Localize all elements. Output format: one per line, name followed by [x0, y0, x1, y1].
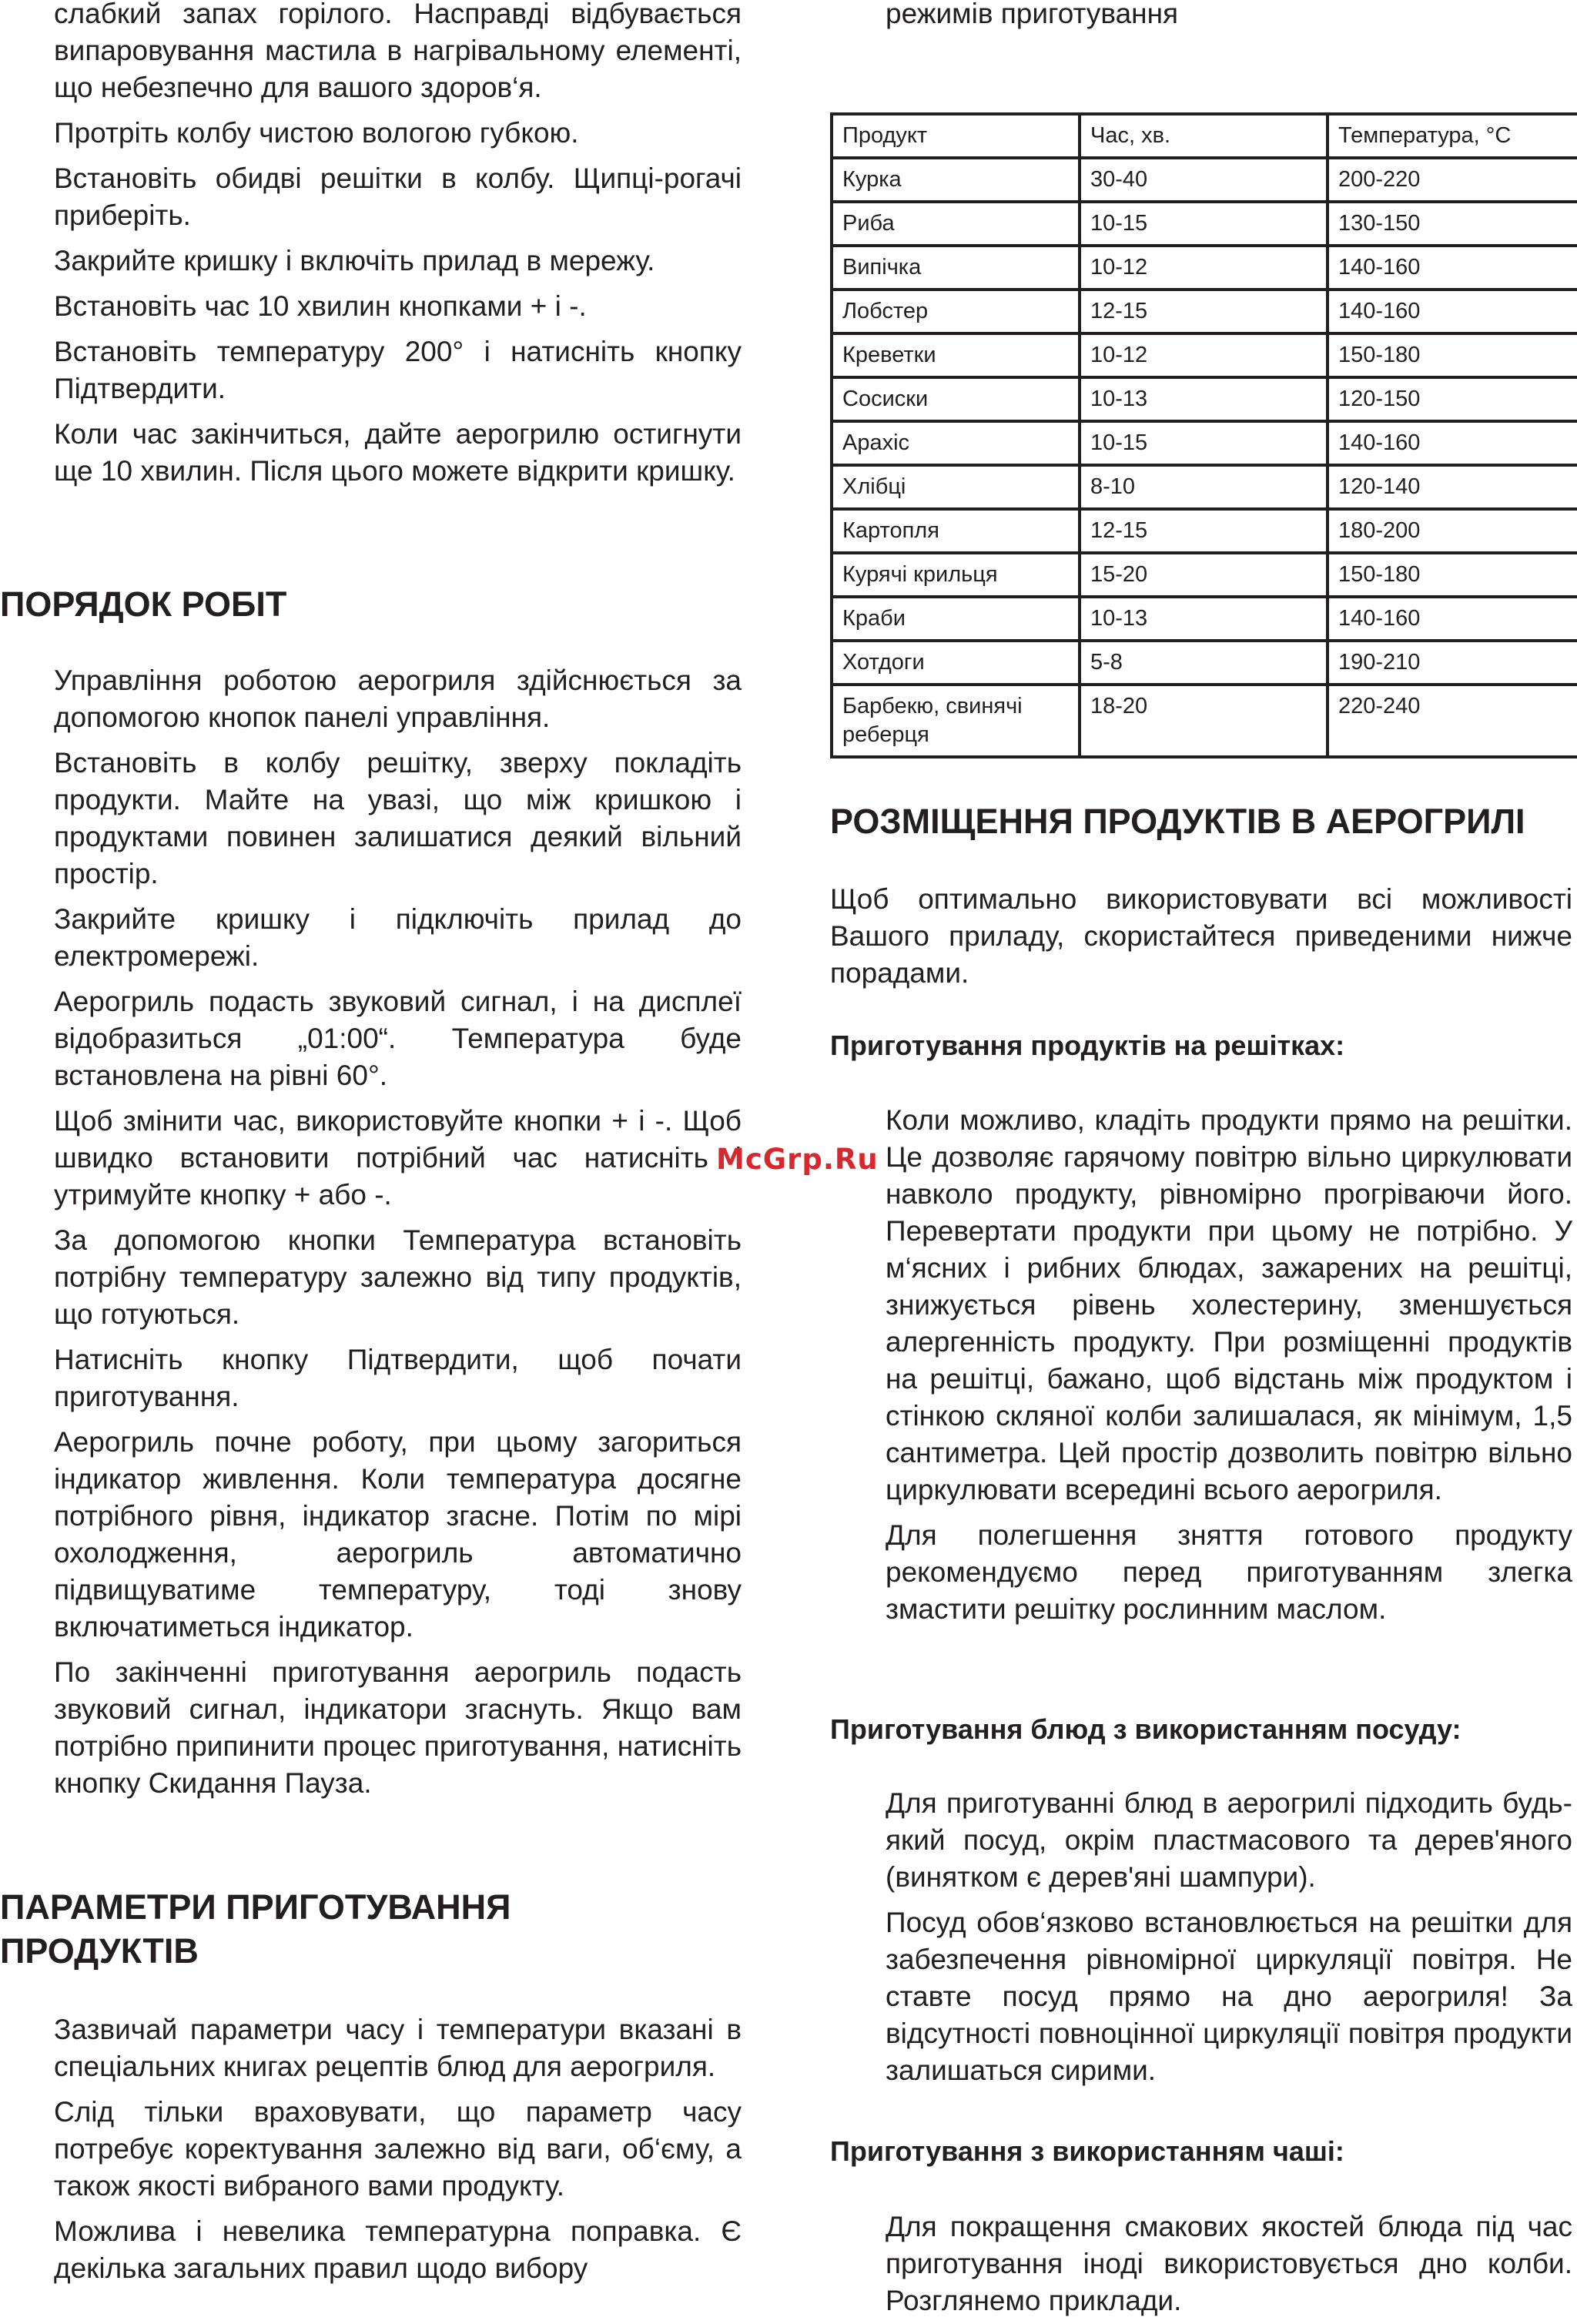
section-title-params: [0, 1885, 511, 1973]
table-cell: 18-20: [1080, 685, 1328, 757]
order-paragraph: По закінченні приготування аерогриль подасть звуковий сигнал, індикатори згаснуть. Якщо вам потрібно припинити процес приготування, натисніть кнопку Скидання Пауза.: [54, 1656, 742, 1799]
table-cell: Курячі крильця: [832, 553, 1080, 597]
section-title-placement: РОЗМІЩЕННЯ ПРОДУКТІВ В АЕРОГРИЛІ: [830, 802, 1525, 841]
intro-paragraph: Встановіть обидві решітки в колбу. Щипці-рогачі приберіть.: [54, 162, 742, 231]
params-table-wrap: [830, 112, 1577, 758]
table-row: [832, 465, 1577, 509]
params-paragraph: Слід тільки враховувати, що параметр часу потребує коректування залежно від ваги, об‘єму, а також якості вибраного вами продукту.: [54, 2096, 742, 2202]
intro-block: [54, 0, 742, 490]
table-cell: 120-150: [1328, 377, 1577, 421]
params-table-body: [832, 114, 1577, 757]
subtitle-bowl: Приготування з використанням чаші:: [830, 2135, 1344, 2167]
grates-paragraph: Для полегшення зняття готового продукту рекомендуємо перед приготуванням злегка змастити решітку рослинним маслом.: [886, 1519, 1572, 1625]
order-paragraph: Щоб змінити час, використовуйте кнопки + і -. Щоб швидко встановити потрібний час натисніть і утримуйте кнопку + або -.: [54, 1105, 742, 1211]
table-row: [832, 509, 1577, 553]
subtitle-grates: Приготування продуктів на решітках:: [830, 1030, 1345, 1061]
table-cell: Сосиски: [832, 377, 1080, 421]
table-header-row: [832, 114, 1577, 158]
order-paragraph: За допомогою кнопки Температура встановіть потрібну температуру залежно від типу продуктів, що готуються.: [54, 1224, 742, 1330]
table-cell: 180-200: [1328, 509, 1577, 553]
table-header-cell: Продукт: [832, 114, 1080, 158]
grates-block: [886, 1102, 1572, 1628]
table-cell: Хлібці: [832, 465, 1080, 509]
table-cell: 10-12: [1080, 333, 1328, 377]
params-block: [54, 2011, 742, 2287]
table-row: [832, 202, 1577, 246]
subtitle-dishes: Приготування блюд з використанням посуду:: [830, 1713, 1461, 1745]
section-title-params-line2: ПРОДУКТІВ: [0, 1931, 199, 1971]
order-paragraph: Натисніть кнопку Підтвердити, щоб почати приготування.: [54, 1344, 742, 1412]
table-cell: Випічка: [832, 246, 1080, 290]
table-cell: 150-180: [1328, 553, 1577, 597]
intro-paragraph: Протріть колбу чистою вологою губкою.: [54, 117, 579, 149]
table-cell: Барбекю, свинячі реберця: [832, 685, 1080, 757]
table-header-cell: Час, хв.: [1080, 114, 1328, 158]
order-paragraph: Встановіть в колбу решітку, зверху покладіть продукти. Майте на увазі, що між кришкою і продуктами повинен залишатися деякий вільний простір.: [54, 747, 742, 889]
watermark-text: McGrp.Ru: [716, 1143, 879, 1176]
table-cell: Риба: [832, 202, 1080, 246]
intro-paragraph: Встановіть температуру 200° і натисніть кнопку Підтвердити.: [54, 336, 742, 404]
table-cell: 140-160: [1328, 421, 1577, 465]
table-cell: 10-13: [1080, 597, 1328, 641]
table-cell: 150-180: [1328, 333, 1577, 377]
params-paragraph: Можлива і невелика температурна поправка. Є декілька загальних правил щодо вибору: [54, 2215, 742, 2284]
params-paragraph: Зазвичай параметри часу і температури вказані в спеціальних книгах рецептів блюд для аерогриля.: [54, 2014, 742, 2082]
table-row: [832, 421, 1577, 465]
table-cell: 12-15: [1080, 509, 1328, 553]
order-paragraph: Аерогриль почне роботу, при цьому загориться індикатор живлення. Коли температура досягне потрібного рівня, індикатор згасне. Потім по мірі охолодження, аерогриль автоматично підвищуватиме температуру, тоді знову включатиметься індикатор.: [54, 1426, 742, 1643]
dishes-paragraph: Посуд обов‘язково встановлюється на решітки для забезпечення рівномірної циркуляції повітря. Не ставте посуд прямо на дно аерогриля! За відсутності повноцінної циркуляції повітря продукти залишаться сирими.: [886, 1907, 1572, 2086]
table-row: [832, 333, 1577, 377]
order-paragraph: Управління роботою аерогриля здійснюється за допомогою кнопок панелі управління.: [54, 665, 742, 733]
table-cell: 140-160: [1328, 246, 1577, 290]
table-row: [832, 158, 1577, 202]
section-title-params-line1: ПАРАМЕТРИ ПРИГОТУВАННЯ: [0, 1887, 511, 1927]
section-title-order: ПОРЯДОК РОБІТ: [0, 584, 287, 624]
order-paragraph: Аерогриль подасть звуковий сигнал, і на дисплеї відобразиться „01:00“. Температура буде встановлена на рівні 60°.: [54, 986, 742, 1091]
table-row: [832, 246, 1577, 290]
table-cell: 30-40: [1080, 158, 1328, 202]
order-paragraph: Закрийте кришку і підключіть прилад до електромережі.: [54, 903, 742, 972]
table-cell: Креветки: [832, 333, 1080, 377]
table-header-cell: Температура, °C: [1328, 114, 1577, 158]
table-cell: 12-15: [1080, 290, 1328, 333]
table-row: [832, 641, 1577, 685]
continuation-text: режимів приготування: [886, 0, 1179, 29]
table-cell: 10-13: [1080, 377, 1328, 421]
table-cell: 190-210: [1328, 641, 1577, 685]
bowl-paragraph: Для покращення смакових якостей блюда під час приготування іноді використовується дно колби. Розглянемо приклади.: [886, 2211, 1572, 2316]
dishes-paragraph: Для приготуванні блюд в аерогрилі підходить будь-який посуд, окрім пластмасового та дерев'яного (винятком є дерев'яні шампури).: [886, 1787, 1572, 1893]
table-cell: Арахіс: [832, 421, 1080, 465]
table-cell: Хотдоги: [832, 641, 1080, 685]
table-cell: 120-140: [1328, 465, 1577, 509]
table-row: [832, 290, 1577, 333]
table-cell: 8-10: [1080, 465, 1328, 509]
intro-paragraph: Коли час закінчиться, дайте аерогрилю остигнути ще 10 хвилин. Після цього можете відкрити кришку.: [54, 418, 742, 487]
table-cell: 200-220: [1328, 158, 1577, 202]
table-cell: 10-15: [1080, 202, 1328, 246]
table-cell: Краби: [832, 597, 1080, 641]
table-row: [832, 685, 1577, 757]
intro-paragraph: Встановіть час 10 хвилин кнопками + і -.: [54, 290, 587, 322]
table-cell: 5-8: [1080, 641, 1328, 685]
table-cell: 140-160: [1328, 597, 1577, 641]
grates-paragraph: Коли можливо, кладіть продукти прямо на решітки. Це дозволяє гарячому повітрю вільно циркулювати навколо продукту, рівномірно прогріваючи його. Перевертати продукти при цьому не потрібно. У м‘ясних і рибних блюдах, зажарених на решітці, знижується рівень холестерину, зменшується алергенність продукту. При розміщенні продуктів на решітці, бажано, щоб відстань між продуктом і стінкою скляної колби залишалася, як мінімум, 1,5 сантиметра. Цей простір дозволить повітрю вільно циркулювати всередині всього аерогриля.: [886, 1104, 1572, 1505]
bowl-block: [886, 2208, 1572, 2319]
table-cell: 10-15: [1080, 421, 1328, 465]
table-cell: Курка: [832, 158, 1080, 202]
table-cell: 15-20: [1080, 553, 1328, 597]
table-cell: 10-12: [1080, 246, 1328, 290]
table-row: [832, 597, 1577, 641]
table-cell: Картопля: [832, 509, 1080, 553]
table-cell: 130-150: [1328, 202, 1577, 246]
dishes-block: [886, 1785, 1572, 2089]
intro-paragraph: слабкий запах горілого. Насправді відбувається випаровування мастила в нагрівальному елементі, що небезпечно для вашого здоров‘я.: [54, 0, 742, 103]
table-row: [832, 377, 1577, 421]
table-row: [832, 553, 1577, 597]
table-cell: 220-240: [1328, 685, 1577, 757]
table-cell: 140-160: [1328, 290, 1577, 333]
order-block: [54, 662, 742, 1802]
intro-paragraph: Закрийте кришку і включіть прилад в мережу.: [54, 245, 655, 276]
placement-intro: Щоб оптимально використовувати всі можливості Вашого приладу, скористайтеся приведеними нижче порадами.: [830, 883, 1572, 989]
params-table: [830, 112, 1577, 758]
table-cell: Лобстер: [832, 290, 1080, 333]
